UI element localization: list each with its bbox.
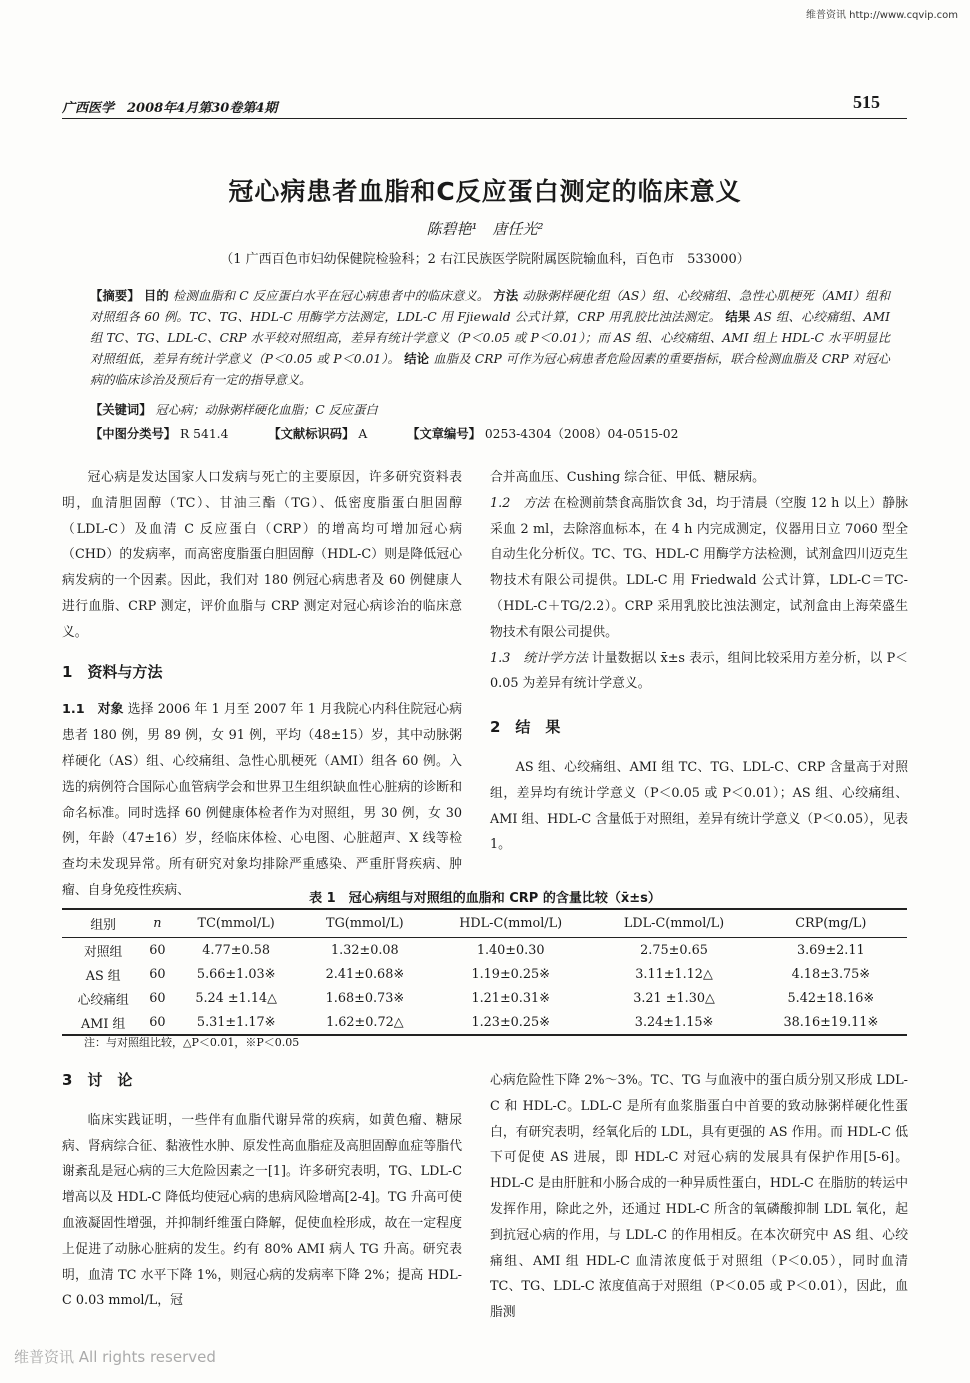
left-column-upper — [62, 465, 462, 904]
table-cell: 对照组 — [83, 944, 123, 960]
abstract-method-label: 方法 — [493, 289, 519, 303]
table-cell: 5.66±1.03※ — [196, 966, 276, 982]
keywords-value: 冠心病；动脉粥样硬化血脂；C 反应蛋白 — [155, 403, 378, 417]
col-header-tc: TC(mmol/L) — [171, 909, 302, 938]
abstract-label: 【摘要】 — [90, 289, 140, 303]
table-cell: 1.68±0.73※ — [325, 990, 405, 1006]
affiliation: （1 广西百色市妇幼保健院检验科；2 右江民族医学院附属医院输血科，百色市 533000） — [220, 252, 750, 267]
table-cell: 1.32±0.08 — [330, 942, 399, 958]
table-cell: 3.21 ±1.30△ — [633, 990, 715, 1006]
table-1-title: 表 1 冠心病组与对照组的血脂和 CRP 的含量比较（x̄±s） — [309, 891, 661, 906]
table-cell: 2.75±0.65 — [640, 942, 708, 958]
section-1-heading: 1 资料与方法 — [62, 662, 163, 681]
table-cell: 60 — [149, 966, 166, 982]
table-row — [62, 938, 907, 963]
article-id-value: 0253-4304（2008）04-0515-02 — [484, 427, 679, 441]
subsection-1-1-continued: 合并高血压、Cushing 综合征、甲低、糖尿病。 — [490, 470, 765, 485]
table-1 — [62, 908, 907, 1036]
table-cell: 60 — [149, 942, 166, 958]
discussion-paragraph: 临床实践证明，一些伴有血脂代谢异常的疾病，如黄色瘤、糖尿病、肾病综合征、黏液性水肿、原发性高血脂症及高胆固醇血症等脂代谢紊乱是冠心病的三大危险因素之一[1]。许多研究表明，TG、LDL-C 增高以及 HDL-C 降低均使冠心病的患病风险增高[2-4]。TG 升高可使血液凝固性增强，并抑制纤维蛋白降解，促使血栓形成，故在一定程度上促进了动脉心脏病的发生。约有 80% AMI 病人 TG 升高。研究表明，血清 TC 水平下降 1%，则冠心病的发病率下降 2%；提高 HDL-C 0.03 mmol/L，冠 — [62, 1112, 462, 1309]
table-cell: AS 组 — [85, 968, 121, 984]
page-number: 515 — [853, 92, 880, 112]
table-cell: 5.42±18.16※ — [787, 990, 875, 1006]
watermark-bottom: 维普资讯 All rights reserved — [14, 1348, 216, 1366]
clc-value: R 541.4 — [180, 427, 229, 441]
authors: 陈碧艳¹ 唐任光² — [426, 220, 544, 238]
abstract-purpose: 检测血脂和 C 反应蛋白水平在冠心病患者中的临床意义。 — [172, 289, 490, 303]
subsection-1-3-label: 1.3 统计学方法 — [490, 650, 588, 666]
subsection-1-1-label: 1.1 对象 — [62, 702, 124, 718]
table-cell: 4.18±3.75※ — [791, 966, 871, 982]
article-id-label: 【文章编号】 — [407, 427, 481, 441]
section-2-heading: 2 结 果 — [490, 718, 561, 737]
table-cell: 5.24 ±1.14△ — [195, 990, 277, 1006]
right-column-upper — [490, 465, 908, 858]
subsection-1-3-text: 计量数据以 x̄±s 表示，组间比较采用方差分析，以 P＜0.05 为差异有统计学意义。 — [490, 650, 908, 692]
table-cell: 3.11±1.12△ — [635, 966, 713, 982]
header-rule — [62, 118, 907, 119]
subsection-1-1-text: 选择 2006 年 1 月至 2007 年 1 月我院心内科住院冠心病患者 180 例，男 89 例，女 91 例，平均（48±15）岁，其中动脉粥样硬化（AS）组、心绞痛组、急性心肌梗死（AMI）组各 60 例。入选的病例符合国际心血管病学会和世界卫生组织缺血性心脏病的诊断和命名标准。同时选择 60 例健康体检者作为对照组，男 30 例，女 30 例，年龄（47±16）岁，经临床体检、心电图、心脏超声、X 线等检查均未发现异常。所有研究对象均排除严重感染、严重肝肾疾病、肿瘤、自身免疫性疾病、 — [62, 702, 462, 898]
keywords — [90, 400, 890, 418]
table-cell: 1.62±0.72△ — [302, 1010, 428, 1035]
table-cell: 3.24±1.15※ — [593, 1010, 754, 1035]
table-cell: 4.77±0.58 — [202, 942, 270, 958]
keywords-label: 【关键词】 — [90, 403, 152, 417]
intro-paragraph: 冠心病是发达国家人口发病与死亡的主要原因，许多研究资料表明，血清胆固醇（TC）、甘油三酯（TG）、低密度脂蛋白胆固醇（LDL-C）及血清 C 反应蛋白（CRP）的增高均可增加冠心病（CHD）的发病率，而高密度脂蛋白胆固醇（HDL-C）则是降低冠心病发病的一个因素。因此，我们对 180 例冠心病患者及 60 例健康人进行血脂、CRP 测定，评价血脂与 CRP 测定对冠心病诊治的临床意义。 — [62, 470, 462, 640]
abstract-conclusion: 血脂及 CRP 可作为冠心病患者危险因素的重要指标，联合检测血脂及 CRP 对冠心病的临床诊治及预后有一定的指导意义。 — [90, 352, 890, 387]
doc-code-label: 【文献标识码】 — [268, 427, 355, 441]
table-cell: 38.16±19.11※ — [755, 1010, 907, 1035]
table-cell: AMI 组 — [62, 1010, 144, 1035]
doc-code-value: A — [358, 427, 368, 441]
abstract-purpose-label: 目的 — [143, 289, 169, 303]
col-header-tg: TG(mmol/L) — [302, 909, 428, 938]
col-header-ldl: LDL-C(mmol/L) — [593, 909, 754, 938]
table-note: 注：与对照组比较，△P＜0.01，※P＜0.05 — [84, 1036, 300, 1049]
table-cell: 1.40±0.30 — [476, 942, 545, 958]
section-3-heading: 3 讨 论 — [62, 1071, 133, 1089]
col-header-crp: CRP(mg/L) — [755, 909, 907, 938]
table-cell: 3.69±2.11 — [796, 942, 865, 958]
table-row — [62, 986, 907, 1010]
col-header-hdl: HDL-C(mmol/L) — [428, 909, 594, 938]
abstract-method: 动脉粥样硬化组（AS）组、心绞痛组、急性心肌梗死（AMI）组和对照组各 60 例。TC、TG、HDL-C 用酶学方法测定，LDL-C 用 Fjiewald 公式计算，CRP 用乳胶比浊法测定。 — [90, 289, 890, 324]
article-title: 冠心病患者血脂和C反应蛋白测定的临床意义 — [228, 177, 742, 206]
table-row — [62, 1010, 907, 1035]
discussion-paragraph-continued: 心病危险性下降 2%～3%。TC、TG 与血液中的蛋白质分别又形成 LDL-C 和 HDL-C。LDL-C 是所有血浆脂蛋白中首要的致动脉粥样硬化性蛋白，有研究表明，经氧化后的 LDL，具有更强的 AS 作用。而 HDL-C 低下可促使 AS 进展，即 HDL-C 对冠心病的发展具有保护作用[5-6]。HDL-C 是由肝脏和小肠合成的一种异质性蛋白，HDL-C 在脂肪的转运中发挥作用，除此之外，还通过 HDL-C 所含的氧磷酸抑制 LDL 氧化，起到抗冠心病的作用，与 LDL-C 的作用相反。在本次研究中 AS 组、心绞痛组、AMI 组 HDL-C 血清浓度低于对照组（P＜0.05），同时血清 TC、TG、LDL-C 浓度值高于对照组（P＜0.05 或 P＜0.01），因此，血脂测 — [490, 1073, 908, 1321]
abstract-result: AS 组、心绞痛组、AMI 组 TC、TG、LDL-C、CRP 水平较对照组高，差异有统计学意义（P＜0.05 或 P＜0.01）；而 AS 组、心绞痛组、AMI 组上 HDL-C 水平明显比对照组低，差异有统计学意义（P＜0.05 或 P＜0.01）。 — [90, 310, 890, 366]
table-cell: 1.19±0.25※ — [471, 966, 550, 982]
table-cell: 心绞痛组 — [77, 992, 129, 1008]
abstract-result-label: 结果 — [725, 310, 751, 324]
abstract — [90, 286, 890, 391]
subsection-1-2-text: 在检测前禁食高脂饮食 3d，均于清晨（空腹 12 h 以上）静脉采血 2 ml，去除溶血标本，在 4 h 内完成测定，仪器用日立 7060 型全自动生化分析仪。TC、TG、HDL-C 用酶学方法检测，试剂盒四川迈克生物技术有限公司提供。LDL-C 用 Friedwald 公式计算，LDL-C＝TC-（HDL-C＋TG/2.2）。CRP 采用乳胶比浊法测定，试剂盒由上海荣盛生物技术有限公司提供。 — [490, 495, 908, 640]
table-cell: 1.23±0.25※ — [428, 1010, 594, 1035]
table-cell: 1.21±0.31※ — [471, 990, 550, 1006]
table-cell: 2.41±0.68※ — [325, 966, 405, 982]
subsection-1-2-label: 1.2 方法 — [490, 495, 550, 511]
table-row — [62, 962, 907, 986]
table-header-row — [62, 909, 907, 938]
left-column-lower — [62, 1068, 462, 1314]
col-header-group: 组别 — [62, 909, 144, 938]
abstract-conclusion-label: 结论 — [404, 352, 430, 366]
col-header-n: n — [144, 909, 170, 938]
results-paragraph: AS 组、心绞痛组、AMI 组 TC、TG、LDL-C、CRP 含量高于对照组，差异均有统计学意义（P＜0.05 或 P＜0.01）；AS 组、心绞痛组、AMI 组、HDL-C 含量低于对照组，差异有统计学意义（P＜0.05），见表 1。 — [490, 759, 908, 853]
table-cell: 60 — [144, 1010, 170, 1035]
clc-label: 【中图分类号】 — [90, 427, 177, 441]
watermark-top: 维普资讯 http://www.cqvip.com — [805, 10, 958, 21]
right-column-lower — [490, 1068, 908, 1326]
table-cell: 5.31±1.17※ — [171, 1010, 302, 1035]
journal-header: 广西医学 2008年4月第30卷第4期 — [62, 101, 278, 116]
table-cell: 60 — [149, 990, 166, 1006]
classification-line — [90, 424, 890, 442]
